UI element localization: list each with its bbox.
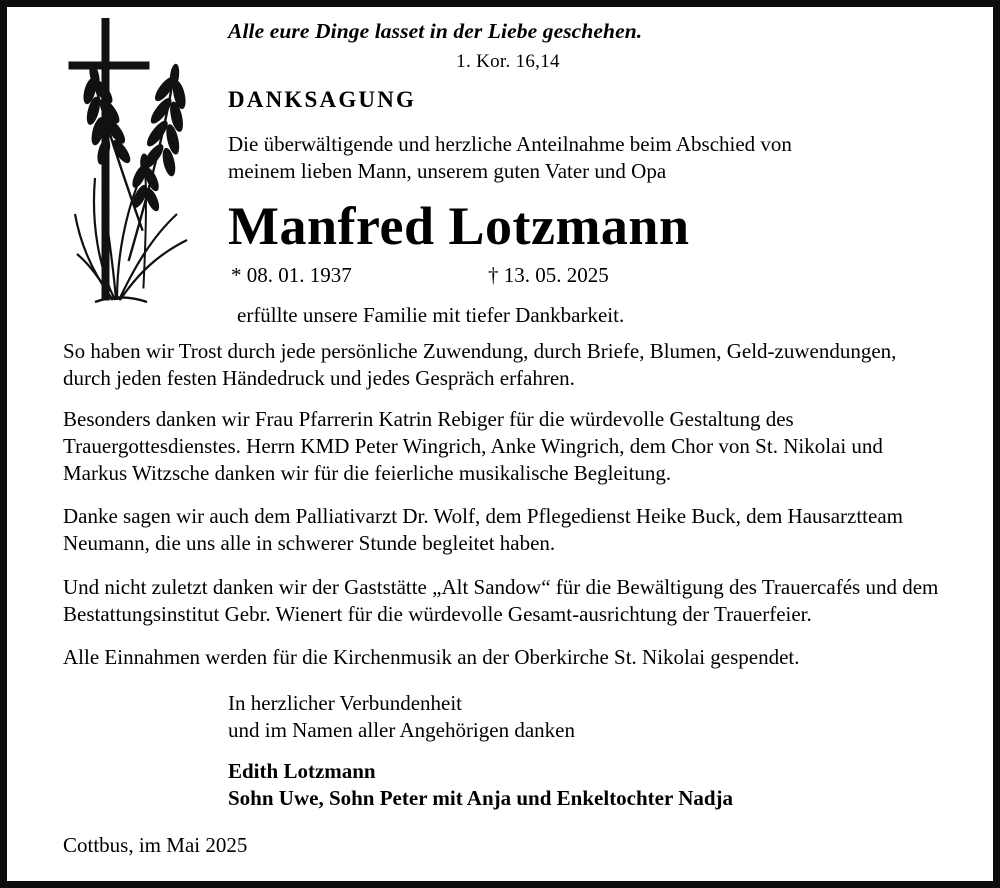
paragraph-4: Und nicht zuletzt danken wir der Gaststätte „Alt Sandow“ für die Bewältigung des Trauercafés und dem Bestattungsinstitut Gebr. Wienert für die würdevolle Gesamt-ausrichtung der Trauerfeier. [63, 574, 939, 626]
intro-line-2: meinem lieben Mann, unserem guten Vater und Opa [228, 158, 667, 183]
death-date: † 13. 05. 2025 [488, 262, 609, 287]
paragraph-2: Besonders danken wir Frau Pfarrerin Katrin Rebiger für die würdevolle Gestaltung des Trauergottesdienstes. Herrn KMD Peter Wingrich, Anke Wingrich, dem Chor von St. Nikolai und Markus Witzsche danken wir für die feierliche musikalische Begleitung. [63, 407, 883, 486]
notice-header-block [228, 18, 928, 328]
paragraph-1: So haben wir Trost durch jede persönliche Zuwendung, durch Briefe, Blumen, Geld-zuwendungen, durch jeden festen Händedruck und jedes Gespräch erfahren. [63, 339, 897, 391]
bible-verse-reference: 1. Kor. 16,14 [456, 50, 560, 72]
paragraph-3: Danke sagen wir auch dem Palliativarzt Dr. Wolf, dem Pflegedienst Heike Buck, dem Hausarztteam Neumann, die uns alle in schwerer Stunde begleitet haben. [63, 504, 903, 556]
place-and-date: Cottbus, im Mai 2025 [63, 833, 248, 857]
notice-closing-block [228, 690, 928, 812]
mourner-line-1: Edith Lotzmann [228, 758, 376, 783]
deceased-name: Manfred Lotzmann [228, 196, 690, 257]
notice-body [63, 338, 943, 685]
gratitude-line: erfüllte unsere Familie mit tiefer Dankbarkeit. [237, 302, 625, 327]
cross-with-wheat-icon [55, 18, 215, 318]
closing-line-1: In herzlicher Verbundenheit [228, 691, 463, 715]
bible-verse: Alle eure Dinge lasset in der Liebe geschehen. [228, 19, 643, 43]
intro-line-1: Die überwältigende und herzliche Anteilnahme beim Abschied von [228, 131, 792, 156]
mourner-line-2: Sohn Uwe, Sohn Peter mit Anja und Enkeltochter Nadja [228, 786, 734, 811]
notice-heading: DANKSAGUNG [228, 86, 417, 112]
paragraph-5: Alle Einnahmen werden für die Kirchenmusik an der Oberkirche St. Nikolai gespendet. [63, 644, 800, 669]
closing-line-2: und im Namen aller Angehörigen danken [228, 717, 575, 742]
life-dates [228, 263, 928, 289]
birth-date: * 08. 01. 1937 [231, 262, 352, 287]
